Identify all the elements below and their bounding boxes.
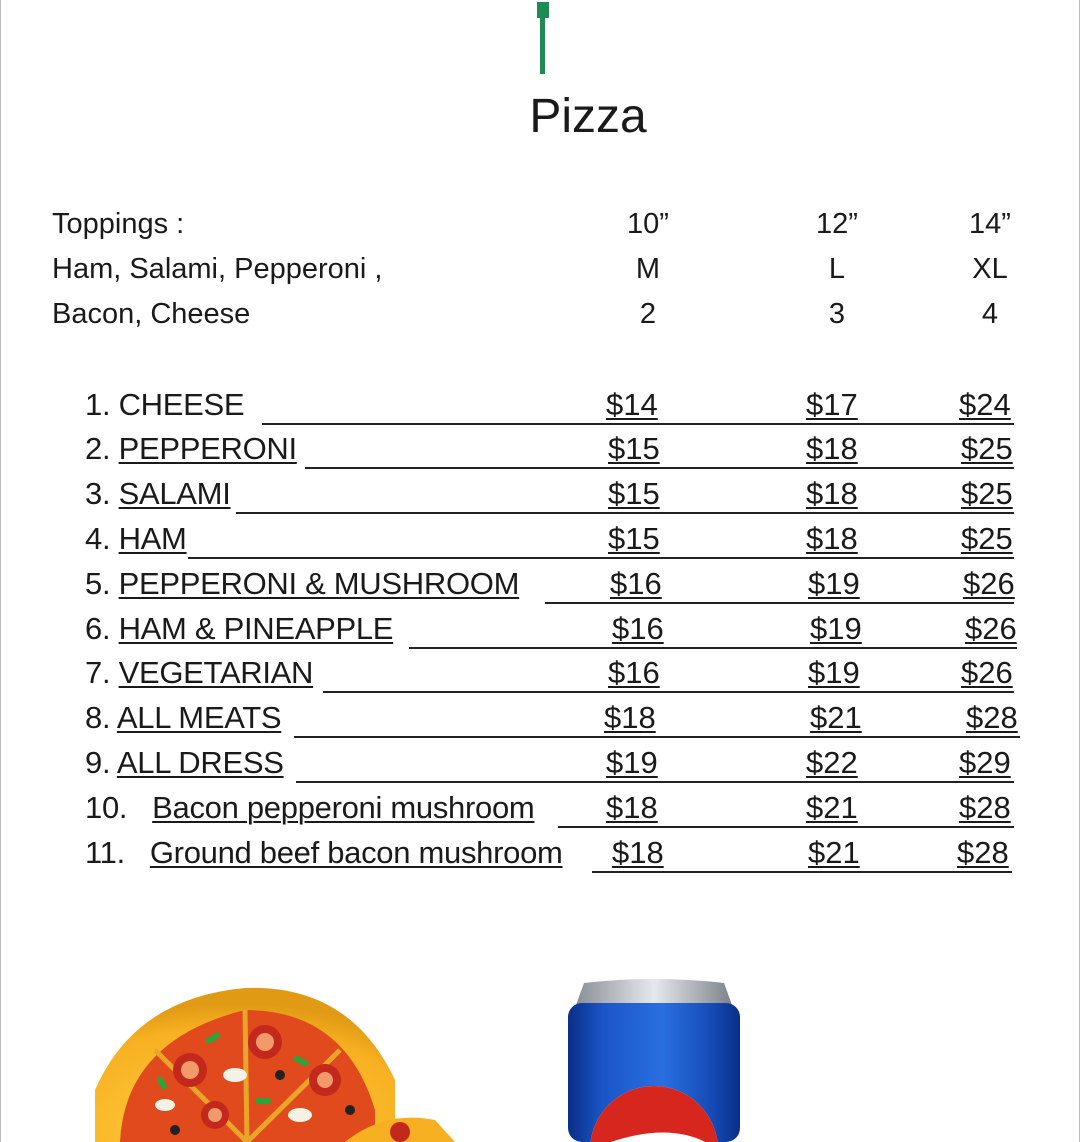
menu-row-all-meats — [0, 699, 1080, 744]
price-14in: $28 — [959, 790, 1011, 825]
item-number: 4. — [85, 521, 111, 556]
menu-row-all-dress — [0, 744, 1080, 789]
price-10in: $16 — [610, 566, 662, 601]
item-number: 6. — [85, 611, 111, 646]
menu-row-cheese — [0, 386, 1080, 431]
size-inch-10: 10” — [627, 208, 669, 240]
menu-row-salami — [0, 475, 1080, 520]
size-toppings-3: 3 — [828, 298, 846, 330]
item-number: 9. — [85, 745, 111, 780]
item-number: 2. — [85, 431, 111, 466]
item-number: 5. — [85, 566, 111, 601]
price-12in: $17 — [806, 387, 858, 422]
menu-row-pepperoni — [0, 430, 1080, 475]
price-leader-line — [409, 647, 1017, 649]
page-title: Pizza — [529, 90, 647, 143]
price-14in: $28 — [957, 835, 1009, 870]
toppings-list-line2: Bacon, Cheese — [52, 298, 251, 330]
item-name: PEPPERONI & MUSHROOM — [118, 566, 520, 601]
item-name: ALL DRESS — [116, 745, 284, 780]
price-12in: $18 — [806, 431, 858, 466]
price-12in: $19 — [808, 566, 860, 601]
price-10in: $15 — [608, 521, 660, 556]
item-number: 7. — [85, 655, 111, 690]
price-12in: $21 — [808, 835, 860, 870]
item-name: Bacon pepperoni mushroom — [152, 790, 535, 825]
size-inch-12: 12” — [816, 208, 858, 240]
menu-row-pepperoni-mushroom — [0, 565, 1080, 610]
menu-row-bacon-pepperoni-mushroom — [0, 789, 1080, 834]
size-code-xl: XL — [972, 253, 1008, 285]
item-name: ALL MEATS — [116, 700, 282, 735]
menu-row-ground-beef-bacon-mushroom — [0, 834, 1080, 879]
price-10in: $19 — [606, 745, 658, 780]
price-14in: $29 — [959, 745, 1011, 780]
price-14in: $25 — [961, 431, 1013, 466]
price-leader-line — [323, 691, 1014, 693]
hanger-icon — [537, 0, 549, 78]
price-12in: $19 — [810, 611, 862, 646]
menu-row-ham-pineapple — [0, 610, 1080, 655]
price-12in: $21 — [810, 700, 862, 735]
soda-can-illustration — [562, 975, 746, 1142]
price-14in: $25 — [961, 476, 1013, 511]
item-name: HAM — [118, 521, 187, 556]
size-toppings-4: 4 — [981, 298, 999, 330]
price-10in: $18 — [604, 700, 656, 735]
price-12in: $18 — [806, 521, 858, 556]
price-leader-line — [294, 736, 1020, 738]
item-number: 1. — [85, 387, 111, 422]
item-name: HAM & PINEAPPLE — [118, 611, 394, 646]
price-14in: $28 — [966, 700, 1018, 735]
price-14in: $26 — [965, 611, 1017, 646]
item-name: VEGETARIAN — [118, 655, 314, 690]
size-code-l: L — [828, 253, 846, 285]
item-name: SALAMI — [118, 476, 231, 511]
item-name: CHEESE — [118, 387, 245, 422]
item-number: 8. — [85, 700, 111, 735]
price-10in: $18 — [606, 790, 658, 825]
price-12in: $22 — [806, 745, 858, 780]
menu-row-vegetarian — [0, 654, 1080, 699]
item-name: PEPPERONI — [118, 431, 297, 466]
price-10in: $16 — [612, 611, 664, 646]
price-leader-line — [262, 423, 662, 425]
item-number: 10. — [85, 790, 128, 825]
pizza-illustration — [95, 980, 455, 1142]
item-number: 3. — [85, 476, 111, 511]
price-10in: $18 — [612, 835, 664, 870]
size-code-m: M — [635, 253, 661, 285]
price-10in: $15 — [608, 476, 660, 511]
item-name: Ground beef bacon mushroom — [149, 835, 563, 870]
price-14in: $24 — [959, 387, 1011, 422]
price-12in: $18 — [806, 476, 858, 511]
size-inch-14: 14” — [969, 208, 1011, 240]
item-number: 11. — [85, 835, 125, 870]
price-10in: $14 — [606, 387, 658, 422]
price-14in: $26 — [961, 655, 1013, 690]
menu-row-ham — [0, 520, 1080, 565]
price-leader-line — [188, 557, 1014, 559]
toppings-list-line1: Ham, Salami, Pepperoni , — [52, 253, 383, 285]
price-12in: $19 — [808, 655, 860, 690]
price-14in: $25 — [961, 521, 1013, 556]
price-12in: $21 — [806, 790, 858, 825]
price-10in: $15 — [608, 431, 660, 466]
price-14in: $26 — [963, 566, 1015, 601]
size-toppings-2: 2 — [639, 298, 657, 330]
price-10in: $16 — [608, 655, 660, 690]
toppings-label: Toppings : — [52, 208, 185, 240]
